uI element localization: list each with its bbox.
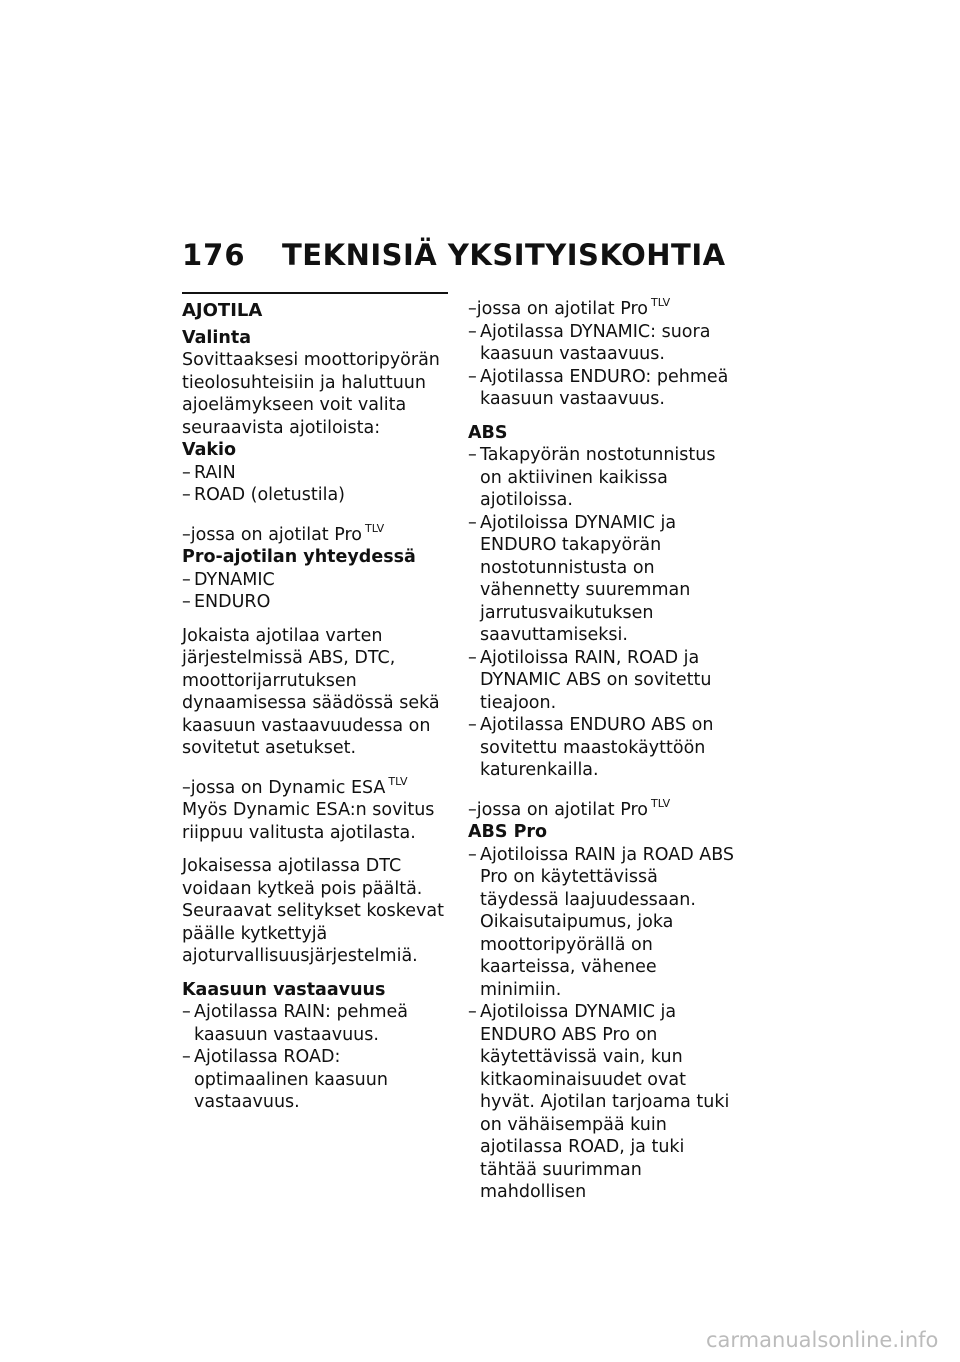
list-item: – Ajotiloissa DYNAMIC ja ENDURO takapyörän nostotunnistusta on vähennetty suuremman jarrutusvaikutuksen saavuttamiseksi. <box>468 512 740 647</box>
condition-line <box>182 518 450 547</box>
watermark: carmanualsonline.info <box>706 1328 939 1352</box>
condition-line <box>468 793 740 822</box>
section-title-ajotila: AJOTILA <box>182 300 263 321</box>
heading-abs: ABS <box>468 422 508 443</box>
page-number: 176 <box>182 238 246 272</box>
condition-line <box>182 771 450 800</box>
condition-text: –jossa on ajotilat Pro <box>468 799 648 820</box>
list-kaasu-pro <box>468 321 740 411</box>
heading-valinta: Valinta <box>182 327 252 348</box>
paragraph-valinta: Sovittaaksesi moottoripyörän tieolosuhteisiin ja haluttuun ajoelämykseen voit valita seuraavista ajotiloista: <box>182 350 440 438</box>
heading-vakio: Vakio <box>182 440 237 460</box>
list-item: – ENDURO <box>182 591 450 614</box>
list-abs-pro <box>468 844 740 1204</box>
condition-line <box>468 292 740 321</box>
list-item: – ROAD (oletustila) <box>182 484 450 507</box>
paragraph-asetukset: Jokaista ajotilaa varten järjestelmissä ABS, DTC, moottorijarrutuksen dynaamisessa säädössä sekä kaasuun vastaavuudessa on sovitetut asetukset. <box>182 625 440 758</box>
condition-text: –jossa on ajotilat Pro <box>468 299 648 319</box>
condition-text: –jossa on Dynamic ESA <box>182 777 386 798</box>
list-abs <box>468 444 740 782</box>
heading-abs-pro: ABS Pro <box>468 822 548 842</box>
chapter-title: TEKNISIÄ YKSITYISKOHTIA <box>282 238 726 272</box>
left-column <box>182 292 450 1125</box>
list-item: – Ajotilassa ENDURO ABS on sovitettu maastokäyttöön katurenkailla. <box>468 714 740 782</box>
condition-sup: TLV <box>651 796 671 810</box>
list-item: – Ajotilassa DYNAMIC: suora kaasuun vastaavuus. <box>468 321 740 366</box>
list-item: – RAIN <box>182 462 450 485</box>
list-item: – Takapyörän nostotunnistus on aktiivinen kaikissa ajotiloissa. <box>468 444 740 512</box>
condition-sup: TLV <box>651 296 671 309</box>
paragraph-esa: Myös Dynamic ESA:n sovitus riippuu valitusta ajotilasta. <box>182 800 435 843</box>
list-item: – Ajotilassa RAIN: pehmeä kaasuun vastaavuus. <box>182 1001 450 1046</box>
list-item: – Ajotilassa ENDURO: pehmeä kaasuun vastaavuus. <box>468 366 740 411</box>
list-vakio <box>182 462 450 507</box>
list-item: – Ajotiloissa RAIN ja ROAD ABS Pro on käytettävissä täydessä laajuudessaan. Oikaisutaipumus, joka moottoripyörällä on kaarteissa, vähenee minimiin. <box>468 844 740 1002</box>
condition-sup: TLV <box>365 521 385 535</box>
list-item: – Ajotiloissa DYNAMIC ja ENDURO ABS Pro on käytettävissä vain, kun kitkaominaisuudet ovat hyvät. Ajotilan tarjoama tuki on vähäisempää kuin ajotilassa ROAD, ja tuki tähtää suurimman mahdollisen <box>468 1001 740 1204</box>
right-column <box>468 292 740 1215</box>
heading-kaasu: Kaasuun vastaavuus <box>182 979 386 1000</box>
paragraph-dtc: Jokaisessa ajotilassa DTC voidaan kytkeä pois päältä. Seuraavat selitykset koskevat päälle kytkettyjä ajoturvallisuusjärjestelmiä. <box>182 856 444 966</box>
list-kaasu <box>182 1001 450 1114</box>
list-pro <box>182 569 450 614</box>
section-divider <box>182 292 448 294</box>
list-item: – DYNAMIC <box>182 569 450 592</box>
condition-sup: TLV <box>388 774 408 788</box>
heading-pro: Pro-ajotilan yhteydessä <box>182 547 416 567</box>
condition-text: –jossa on ajotilat Pro <box>182 524 362 545</box>
list-item: – Ajotilassa ROAD: optimaalinen kaasuun vastaavuus. <box>182 1046 450 1114</box>
list-item: – Ajotiloissa RAIN, ROAD ja DYNAMIC ABS on sovitettu tieajoon. <box>468 647 740 715</box>
